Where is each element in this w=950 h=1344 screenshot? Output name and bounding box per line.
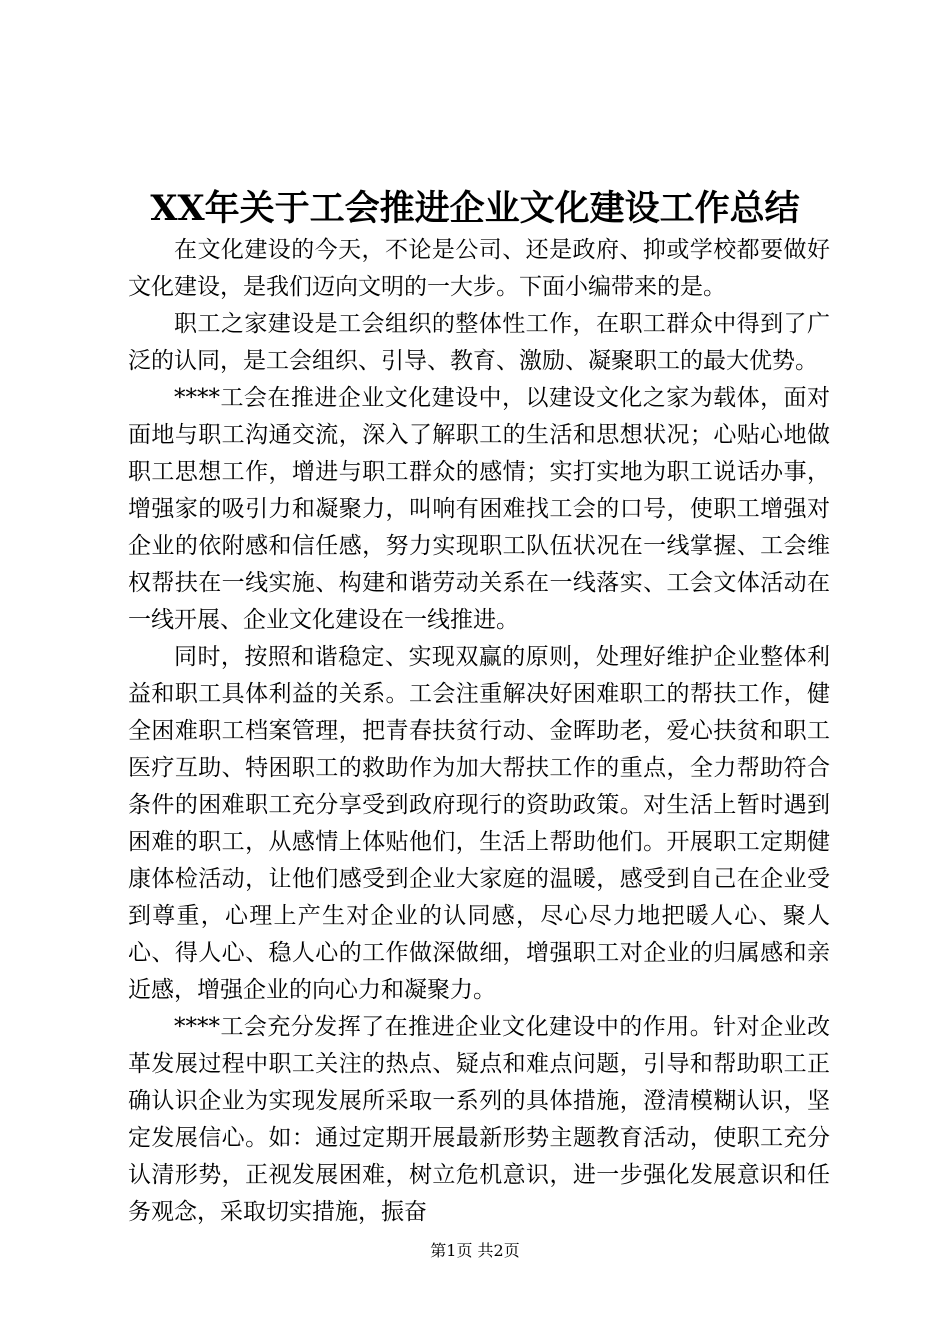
paragraph-3: ****工会在推进企业文化建设中，以建设文化之家为载体，面对面地与职工沟通交流，深入了解职工的生活和思想状况；心贴心地做职工思想工作，增进与职工群众的感情；实打实地为职工说话办事，增强家的吸引力和凝聚力，叫响有困难找工会的口号，使职工增强对企业的依附感和信任感，努力实现职工队伍状况在一线掌握、工会维权帮扶在一线实施、构建和谐劳动关系在一线落实、工会文体活动在一线开展、企业文化建设在一线推进。 bbox=[128, 385, 830, 633]
document-body bbox=[128, 232, 830, 1231]
paragraph-4: 同时，按照和谐稳定、实现双赢的原则，处理好维护企业整体利益和职工具体利益的关系。工会注重解决好困难职工的帮扶工作，健全困难职工档案管理，把青春扶贫行动、金晖助老，爱心扶贫和职工医疗互助、特困职工的救助作为加大帮扶工作的重点，全力帮助符合条件的困难职工充分享受到政府现行的资助政策。对生活上暂时遇到困难的职工，从感情上体贴他们，生活上帮助他们。开展职工定期健康体检活动，让他们感受到企业大家庭的温暖，感受到自己在企业受到尊重，心理上产生对企业的认同感，尽心尽力地把暖人心、聚人心、得人心、稳人心的工作做深做细，增强职工对企业的归属感和亲近感，增强企业的向心力和凝聚力。 bbox=[128, 644, 830, 1003]
paragraph-2: 职工之家建设是工会组织的整体性工作，在职工群众中得到了广泛的认同，是工会组织、引导、教育、激励、凝聚职工的最大优势。 bbox=[128, 311, 830, 374]
page-footer bbox=[0, 1240, 950, 1262]
page-number: 第1页 bbox=[430, 1241, 473, 1260]
page-count: 共2页 bbox=[477, 1241, 520, 1260]
document-title: XX年关于工会推进企业文化建设工作总结 bbox=[150, 188, 800, 229]
paragraph-1: 在文化建设的今天，不论是公司、还是政府、抑或学校都要做好文化建设，是我们迈向文明的一大步。下面小编带来的是。 bbox=[128, 237, 830, 300]
paragraph-5: ****工会充分发挥了在推进企业文化建设中的作用。针对企业改革发展过程中职工关注的热点、疑点和难点问题，引导和帮助职工正确认识企业为实现发展所采取一系列的具体措施，澄清模糊认识，坚定发展信心。如：通过定期开展最新形势主题教育活动，使职工充分认清形势，正视发展困难，树立危机意识，进一步强化发展意识和任务观念，采取切实措施，振奋 bbox=[128, 1014, 830, 1225]
